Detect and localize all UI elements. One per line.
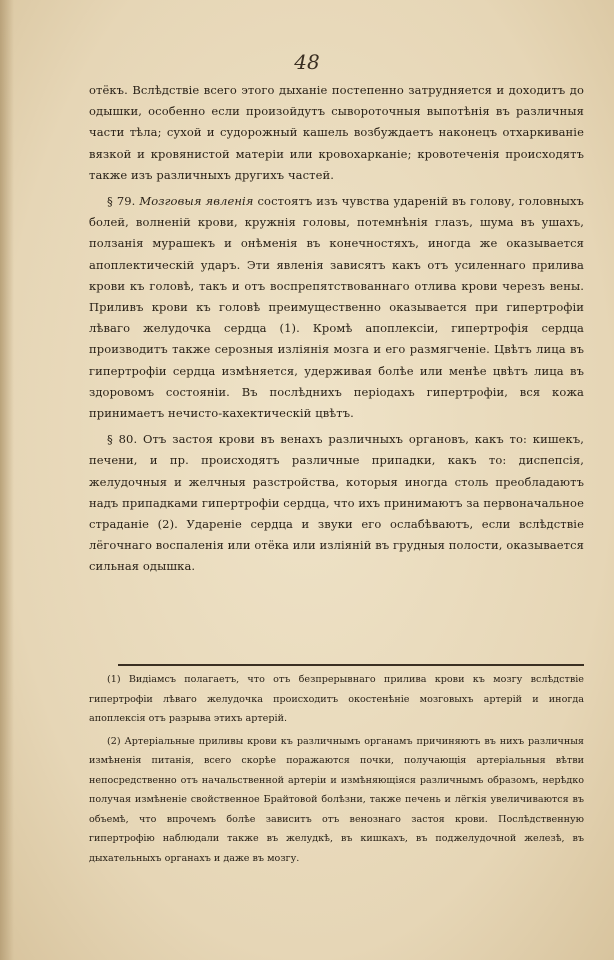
footnotes	[89, 670, 584, 868]
paragraph-section-79	[89, 191, 584, 424]
footnote-divider	[118, 664, 584, 666]
section-80-marker: § 80.	[107, 432, 138, 447]
paragraph-continuation: отёкъ. Вслѣдствіе всего этого дыханіе постепенно затрудняется и доходитъ до одышки, особенно если произойдутъ сывороточныя выпотѣнія въ различныя части тѣла; сухой и судорожный кашель возбуждаетъ наконецъ отхаркиваніе вязкой и кровянистой матеріи или кровохарканіе; кровотеченія происходятъ также изъ различныхъ другихъ частей.	[89, 83, 584, 182]
footnote-2: (2) Артеріальные приливы крови къ различнымъ органамъ причиняютъ въ нихъ различныя измѣненія питанія, всего скорѣе поражаются почки, получающія артеріальныя вѣтви непосредственно отъ начальственной артеріи и измѣняющіяся различнымъ образомъ, нерѣдко получая измѣненіе свойственное Брайтовой болѣзни, также печень и лёгкія увеличиваются въ объемѣ, что впрочемъ болѣе зависитъ отъ венознаго застоя крови. Послѣдственную гипертрофію наблюдали также въ желудкѣ, въ кишкахъ, въ поджелудочной железѣ, въ дыхательныхъ органахъ и даже въ мозгу.	[89, 735, 584, 864]
paragraph-section-80	[89, 429, 584, 577]
section-79-heading: Мозговыя явленія	[139, 194, 254, 209]
section-79-marker: § 79.	[107, 194, 136, 209]
section-79-text: состоятъ изъ чувства удареній въ голову, головныхъ болей, волненій крови, кружнія головы, потемнѣнія глазъ, шума въ ушахъ, ползанія мурашекъ и онѣменія въ конечностяхъ, иногда же оказывается апоплектическій ударъ. Эти явленія зависятъ какъ отъ усиленнаго прилива крови къ головѣ, такъ и отъ воспрепятствованнаго отлива крови черезъ вены. Приливъ крови къ головѣ преимущественно оказывается при гипертрофіи лѣваго желудочка сердца (1). Кромѣ апоплексіи, гипертрофія сердца производитъ также серозныя изліянія мозга и его размягченіе. Цвѣтъ лица въ гипертрофіи сердца измѣняется, удерживая болѣе или менѣе цвѣтъ лица въ здоровомъ состояніи. Въ послѣднихъ періодахъ гипертрофіи, вся кожа принимаетъ нечисто-кахектическій цвѣтъ.	[89, 194, 584, 421]
section-80-text: Отъ застоя крови въ венахъ различныхъ органовъ, какъ то: кишекъ, печени, и пр. происходятъ различные припадки, какъ то: диспепсія, желудочныя и желчныя разстройства, которыя иногда столь преобладаютъ надъ припадками гипертрофіи сердца, что ихъ принимаютъ за первоначальное страданіе (2). Удареніе сердца и звуки его ослабѣваютъ, если вслѣдствіе лёгочнаго воспаленія или отёка или изліяній въ грудныя полости, оказывается сильная одышка.	[89, 432, 584, 574]
main-text	[89, 80, 584, 578]
page-number: 48	[294, 50, 320, 74]
footnote-1: (1) Видіамсъ полагаетъ, что отъ безпрерывнаго прилива крови къ мозгу вслѣдствіе гипертрофіи лѣваго желудочка происходитъ окостенѣніе мозговыхъ артерій и иногда апоплексія отъ разрыва этихъ артерій.	[89, 674, 584, 724]
